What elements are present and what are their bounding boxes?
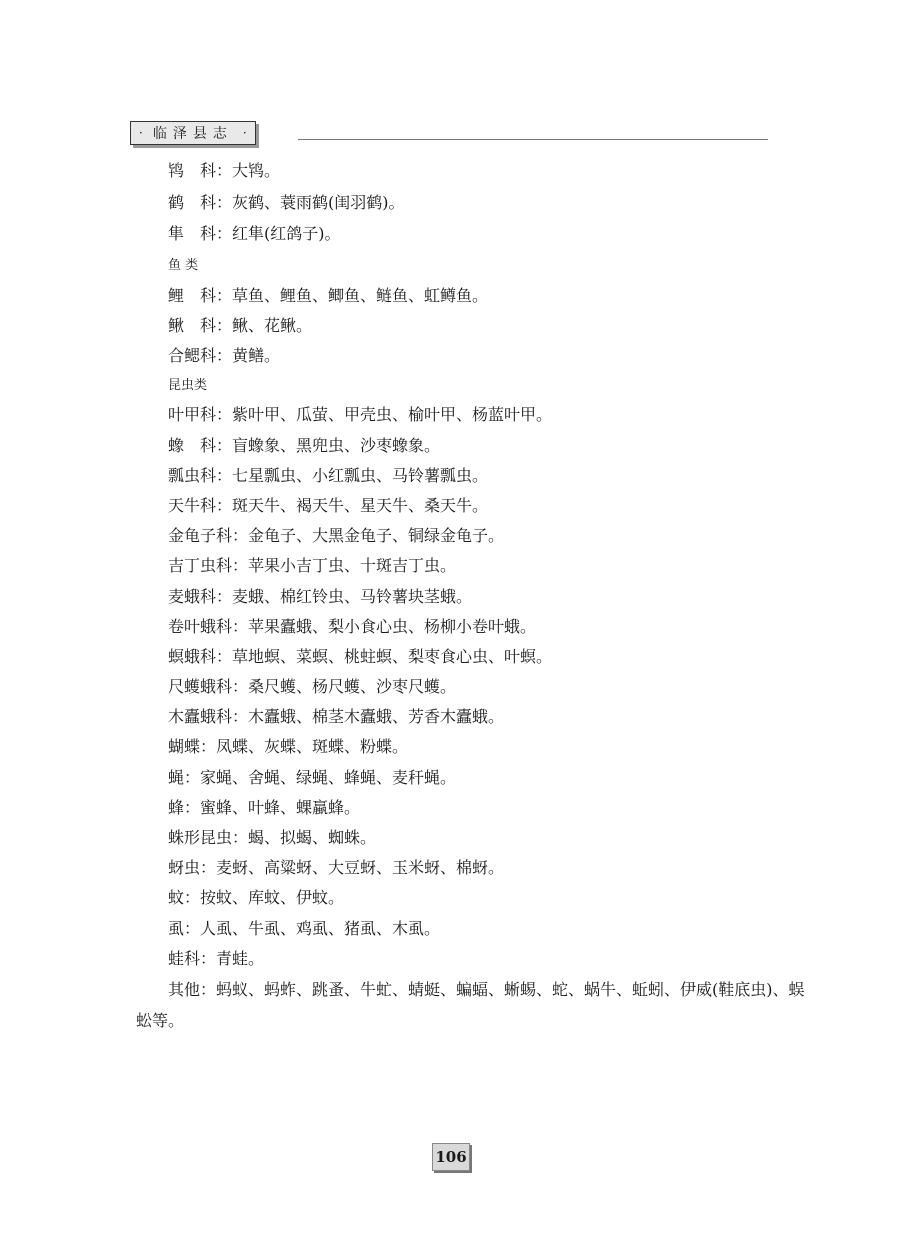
text-line: 天牛科：斑天牛、褐天牛、星天牛、桑天牛。 — [168, 496, 489, 515]
header-dot-left: · — [139, 126, 143, 140]
text-line: 鹤 科：灰鹤、蓑雨鹤(闺羽鹤)。 — [168, 193, 405, 212]
running-header — [130, 121, 256, 145]
header-box — [130, 121, 256, 145]
text-line: 蟓 科：盲蟓象、黑兜虫、沙枣蟓象。 — [168, 436, 441, 455]
page-number: 106 — [432, 1143, 470, 1171]
text-line: 合鳃科：黄鳝。 — [168, 346, 281, 365]
header-rule — [298, 139, 768, 140]
text-line: 蚜虫：麦蚜、高粱蚜、大豆蚜、玉米蚜、棉蚜。 — [168, 858, 505, 877]
header-dot-right: · — [242, 126, 247, 140]
text-line: 其他：蚂蚁、蚂蚱、跳蚤、牛虻、蜻蜓、蝙蝠、蜥蜴、蛇、蜗牛、蚯蚓、伊威(鞋底虫)、蜈 — [168, 980, 805, 999]
text-line: 蛙科：青蛙。 — [168, 949, 265, 968]
text-line: 蛛形昆虫：蝎、拟蝎、蜘蛛。 — [168, 828, 377, 847]
text-line: 蝴蝶：凤蝶、灰蝶、斑蝶、粉蝶。 — [168, 737, 409, 756]
text-line: 鸨 科：大鸨。 — [168, 161, 281, 180]
text-line: 蚣等。 — [136, 1011, 185, 1030]
text-line: 尺蠖蛾科：桑尺蠖、杨尺蠖、沙枣尺蠖。 — [168, 677, 457, 696]
text-line: 蝇：家蝇、舍蝇、绿蝇、蜂蝇、麦秆蝇。 — [168, 768, 457, 787]
text-line: 虱：人虱、牛虱、鸡虱、猪虱、木虱。 — [168, 919, 441, 938]
text-line: 螟蛾科：草地螟、菜螟、桃蛀螟、梨枣食心虫、叶螟。 — [168, 647, 553, 666]
text-line: 卷叶蛾科：苹果蠹蛾、梨小食心虫、杨柳小卷叶蛾。 — [168, 617, 537, 636]
text-line: 鳅 科：鳅、花鳅。 — [168, 316, 313, 335]
text-line: 木蠹蛾科：木蠹蛾、棉茎木蠹蛾、芳香木蠹蛾。 — [168, 707, 505, 726]
text-line: 鲤 科：草鱼、鲤鱼、鲫鱼、鲢鱼、虹鳟鱼。 — [168, 286, 489, 305]
text-line: 叶甲科：紫叶甲、瓜萤、甲壳虫、榆叶甲、杨蓝叶甲。 — [168, 405, 553, 424]
text-line: 隼 科：红隼(红鸽子)。 — [168, 224, 341, 243]
text-line: 吉丁虫科：苹果小吉丁虫、十斑吉丁虫。 — [168, 556, 457, 575]
text-line: 麦蛾科：麦蛾、棉红铃虫、马铃薯块茎蛾。 — [168, 587, 473, 606]
text-line: 金龟子科：金龟子、大黑金龟子、铜绿金龟子。 — [168, 526, 505, 545]
text-line: 瓢虫科：七星瓢虫、小红瓢虫、马铃薯瓢虫。 — [168, 466, 489, 485]
text-line: 蜂：蜜蜂、叶蜂、蜾蠃蜂。 — [168, 798, 361, 817]
header-title: 临泽县志 — [152, 126, 233, 142]
section-heading: 鱼 类 — [168, 258, 199, 273]
text-line: 蚊：按蚊、库蚊、伊蚊。 — [168, 888, 345, 907]
section-heading: 昆虫类 — [168, 378, 208, 393]
